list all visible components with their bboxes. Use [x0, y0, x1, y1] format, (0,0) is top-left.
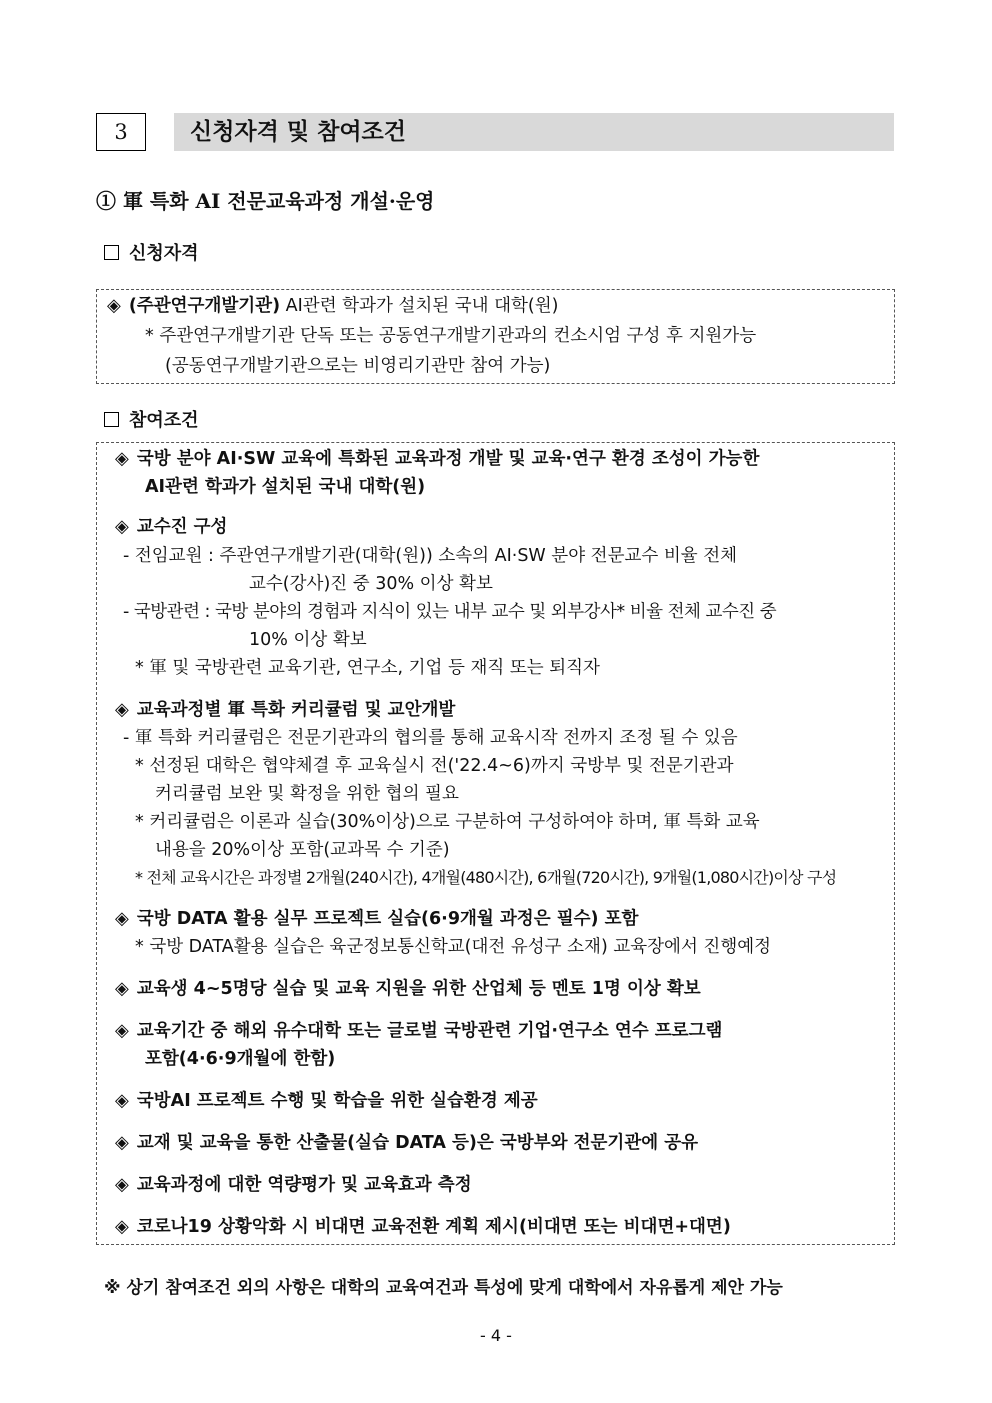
diamond-bullet-icon: ◈ [115, 1216, 129, 1237]
condition-note: * 선정된 대학은 협약체결 후 교육실시 전('22.4~6)까지 국방부 및 전문기관과 [135, 756, 734, 776]
condition-item: ◈ 교육기간 중 해외 유수대학 또는 글로벌 국방관련 기업·연구소 연수 프로그램 [115, 1020, 723, 1041]
condition-item: ◈ 국방AI 프로젝트 수행 및 학습을 위한 실습환경 제공 [115, 1090, 538, 1111]
page-number: - 4 - [480, 1326, 512, 1345]
condition-item: ◈ 교육과정별 軍 특화 커리큘럼 및 교안개발 [115, 699, 456, 720]
diamond-bullet-icon: ◈ [115, 1020, 129, 1041]
diamond-bullet-icon: ◈ [115, 448, 129, 469]
condition-item: ◈ 교육생 4~5명당 실습 및 교육 지원을 위한 산업체 등 멘토 1명 이상 확보 [115, 978, 701, 999]
section-title: 신청자격 및 참여조건 [174, 113, 894, 151]
condition-item: ◈ 국방 DATA 활용 실무 프로젝트 실습(6·9개월 과정은 필수) 포함 [115, 908, 639, 929]
condition-note-cont: 커리큘럼 보완 및 확정을 위한 협의 필요 [155, 784, 459, 804]
condition-detail: - 전임교원 : 주관연구개발기관(대학(원)) 소속의 AI·SW 분야 전문교수 비율 전체 [123, 546, 738, 566]
condition-item: ◈ 교재 및 교육을 통한 산출물(실습 DATA 등)은 국방부와 전문기관에 공유 [115, 1132, 699, 1153]
condition-note: * 커리큘럼은 이론과 실습(30%이상)으로 구분하여 구성하여야 하며, 軍 특화 교육 [135, 812, 760, 832]
diamond-bullet-icon: ◈ [115, 1174, 129, 1195]
checkbox-square-icon [104, 245, 119, 260]
condition-note: * 국방 DATA활용 실습은 육군정보통신학교(대전 유성구 소재) 교육장에서 진행예정 [135, 937, 772, 957]
diamond-bullet-icon: ◈ [107, 295, 121, 316]
condition-note: * 전체 교육시간은 과정별 2개월(240시간), 4개월(480시간), 6개월(720시간), 9개월(1,080시간)이상 구성 [135, 868, 837, 887]
eligibility-heading: 신청자격 [104, 239, 199, 265]
diamond-bullet-icon: ◈ [115, 1132, 129, 1153]
eligibility-item: ◈ (주관연구개발기관) AI관련 학과가 설치된 국내 대학(원) [107, 295, 559, 316]
eligibility-note: * 주관연구개발기관 단독 또는 공동연구개발기관과의 컨소시엄 구성 후 지원가능 [145, 326, 757, 346]
conditions-heading: 참여조건 [104, 406, 199, 432]
condition-detail-cont: 교수(강사)진 중 30% 이상 확보 [249, 574, 493, 594]
condition-note: * 軍 및 국방관련 교육기관, 연구소, 기업 등 재직 또는 퇴직자 [135, 658, 600, 678]
eligibility-box [96, 289, 895, 384]
condition-detail: - 국방관련 : 국방 분야의 경험과 지식이 있는 내부 교수 및 외부강사* 비율 전체 교수진 중 [123, 602, 777, 622]
condition-item: ◈ 교육과정에 대한 역량평가 및 교육효과 측정 [115, 1174, 472, 1195]
condition-item-cont: 포함(4·6·9개월에 한함) [145, 1049, 336, 1069]
condition-note-cont: 내용을 20%이상 포함(교과목 수 기준) [155, 840, 450, 860]
section-number: 3 [96, 113, 146, 151]
diamond-bullet-icon: ◈ [115, 978, 129, 999]
condition-item: ◈ 국방 분야 AI·SW 교육에 특화된 교육과정 개발 및 교육·연구 환경 조성이 가능한 [115, 448, 760, 469]
diamond-bullet-icon: ◈ [115, 516, 129, 537]
eligibility-note: (공동연구개발기관으로는 비영리기관만 참여 가능) [165, 356, 551, 376]
condition-detail: - 軍 특화 커리큘럼은 전문기관과의 협의를 통해 교육시작 전까지 조정 될 수 있음 [123, 728, 738, 748]
condition-detail-cont: 10% 이상 확보 [249, 630, 367, 650]
condition-item: ◈ 코로나19 상황악화 시 비대면 교육전환 계획 제시(비대면 또는 비대면+대면) [115, 1216, 731, 1237]
diamond-bullet-icon: ◈ [115, 1090, 129, 1111]
condition-item-cont: AI관련 학과가 설치된 국내 대학(원) [145, 477, 426, 497]
checkbox-square-icon [104, 412, 119, 427]
subsection-title: ① 軍 특화 AI 전문교육과정 개설·운영 [96, 189, 435, 213]
footer-note: ※ 상기 참여조건 외의 사항은 대학의 교육여건과 특성에 맞게 대학에서 자유롭게 제안 가능 [104, 1278, 783, 1298]
conditions-box [96, 442, 895, 1245]
diamond-bullet-icon: ◈ [115, 908, 129, 929]
condition-item: ◈ 교수진 구성 [115, 516, 228, 537]
diamond-bullet-icon: ◈ [115, 699, 129, 720]
